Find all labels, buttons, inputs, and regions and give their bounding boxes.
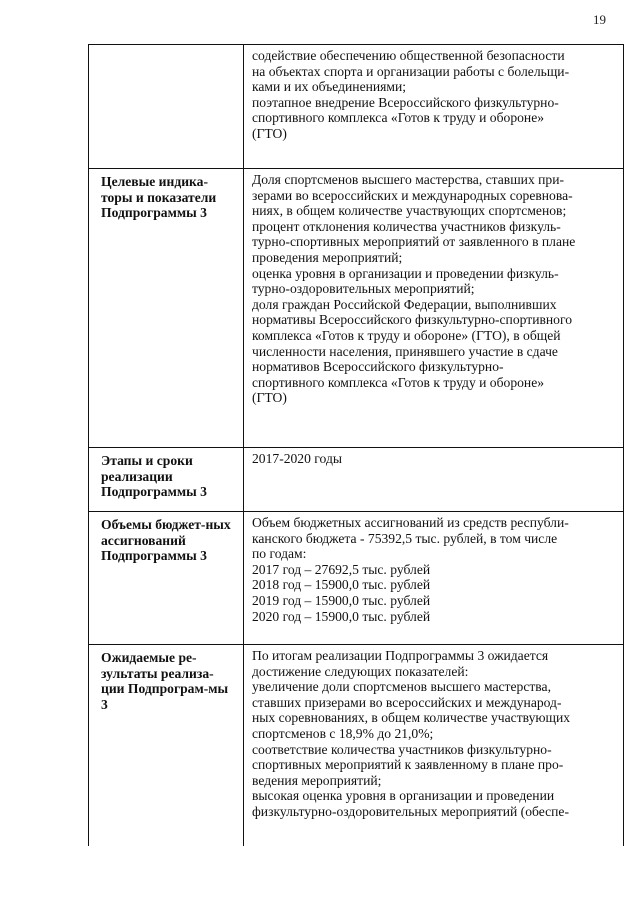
table-row — [89, 448, 624, 512]
row-value — [244, 169, 624, 448]
text-line: спортивных мероприятий к заявленному в плане про- — [252, 757, 564, 773]
row-label — [89, 45, 244, 169]
text-line: высокая оценка уровня в организации и проведении — [252, 788, 555, 804]
text-line: (ГТО) — [252, 125, 287, 141]
row-label: Этапы и сроки реализации Подпрограммы 3 — [89, 448, 244, 512]
text-line: доля граждан Российской Федерации, выполнивших — [252, 296, 557, 312]
text-line: достижение следующих показателей: — [252, 663, 469, 679]
row-value — [244, 512, 624, 645]
text-line: нормативы Всероссийского физкультурно-спортивного — [252, 312, 572, 328]
text-line: 2020 год – 15900,0 тыс. рублей — [252, 608, 431, 624]
text-line: 2019 год – 15900,0 тыс. рублей — [252, 592, 431, 608]
table-row — [89, 45, 624, 169]
text-line: проведения мероприятий; — [252, 249, 403, 265]
text-line: 2017-2020 годы — [252, 451, 342, 466]
text-line: ставших призерами во всероссийских и международ- — [252, 694, 562, 710]
text-line: Доля спортсменов высшего мастерства, ставших при- — [252, 172, 565, 187]
table-row — [89, 645, 624, 847]
text-line: нормативов Всероссийского физкультурно- — [252, 359, 504, 375]
text-line: спортивного комплекса «Готов к труду и обороне» — [252, 374, 545, 390]
text-line: Объем бюджетных ассигнований из средств республи- — [252, 515, 569, 530]
text-line: турно-спортивных мероприятий от заявленного в плане — [252, 234, 576, 250]
text-line: оценка уровня в организации и проведении физкуль- — [252, 265, 559, 281]
text-line: поэтапное внедрение Всероссийского физкультурно- — [252, 94, 559, 110]
text-line: соответствие количества участников физкультурно- — [252, 741, 552, 757]
row-value — [244, 448, 624, 512]
text-line: ками и их объединениями; — [252, 79, 407, 95]
text-line: комплекса «Готов к труду и обороне» (ГТО), в общей — [252, 327, 561, 343]
text-line: численности населения, принявшего участие в сдаче — [252, 343, 558, 359]
row-label: Объемы бюджет-ных ассигнований Подпрограммы 3 — [89, 512, 244, 645]
text-line: 2017 год – 27692,5 тыс. рублей — [252, 561, 431, 577]
text-line: содействие обеспечению общественной безопасности — [252, 48, 565, 63]
text-line: спортивного комплекса «Готов к труду и обороне» — [252, 110, 545, 126]
row-value — [244, 645, 624, 847]
row-label: Целевые индика-торы и показатели Подпрограммы 3 — [89, 169, 244, 448]
text-line: по годам: — [252, 546, 307, 562]
text-line: процент отклонения количества участников физкуль- — [252, 218, 561, 234]
text-line: ниях, в общем количестве участвующих спортсменов; — [252, 203, 567, 219]
table-row — [89, 512, 624, 645]
text-line: ных соревнованиях, в общем количестве участвующих — [252, 710, 571, 726]
row-label: Ожидаемые ре-зультаты реализа-ции Подпрограм-мы 3 — [89, 645, 244, 847]
text-line: физкультурно-оздоровительных мероприятий (обеспе- — [252, 803, 569, 819]
row-value — [244, 45, 624, 169]
text-line: 2018 год – 15900,0 тыс. рублей — [252, 577, 431, 593]
text-line: на объектах спорта и организации работы с болельщи- — [252, 63, 570, 79]
page-number: 19 — [593, 12, 606, 27]
table-row — [89, 169, 624, 448]
text-line: турно-оздоровительных мероприятий; — [252, 281, 475, 297]
text-line: По итогам реализации Подпрограммы 3 ожидается — [252, 648, 549, 663]
text-line: увеличение доли спортсменов высшего мастерства, — [252, 679, 551, 695]
subprogram-passport-table — [88, 44, 624, 846]
text-line: канского бюджета - 75392,5 тыс. рублей, в том числе — [252, 530, 558, 546]
text-line: зерами во всероссийских и международных соревнова- — [252, 187, 573, 203]
text-line: спортсменов с 18,9% до 21,0%; — [252, 725, 434, 741]
text-line: (ГТО) — [252, 390, 287, 406]
text-line: ведения мероприятий; — [252, 772, 382, 788]
